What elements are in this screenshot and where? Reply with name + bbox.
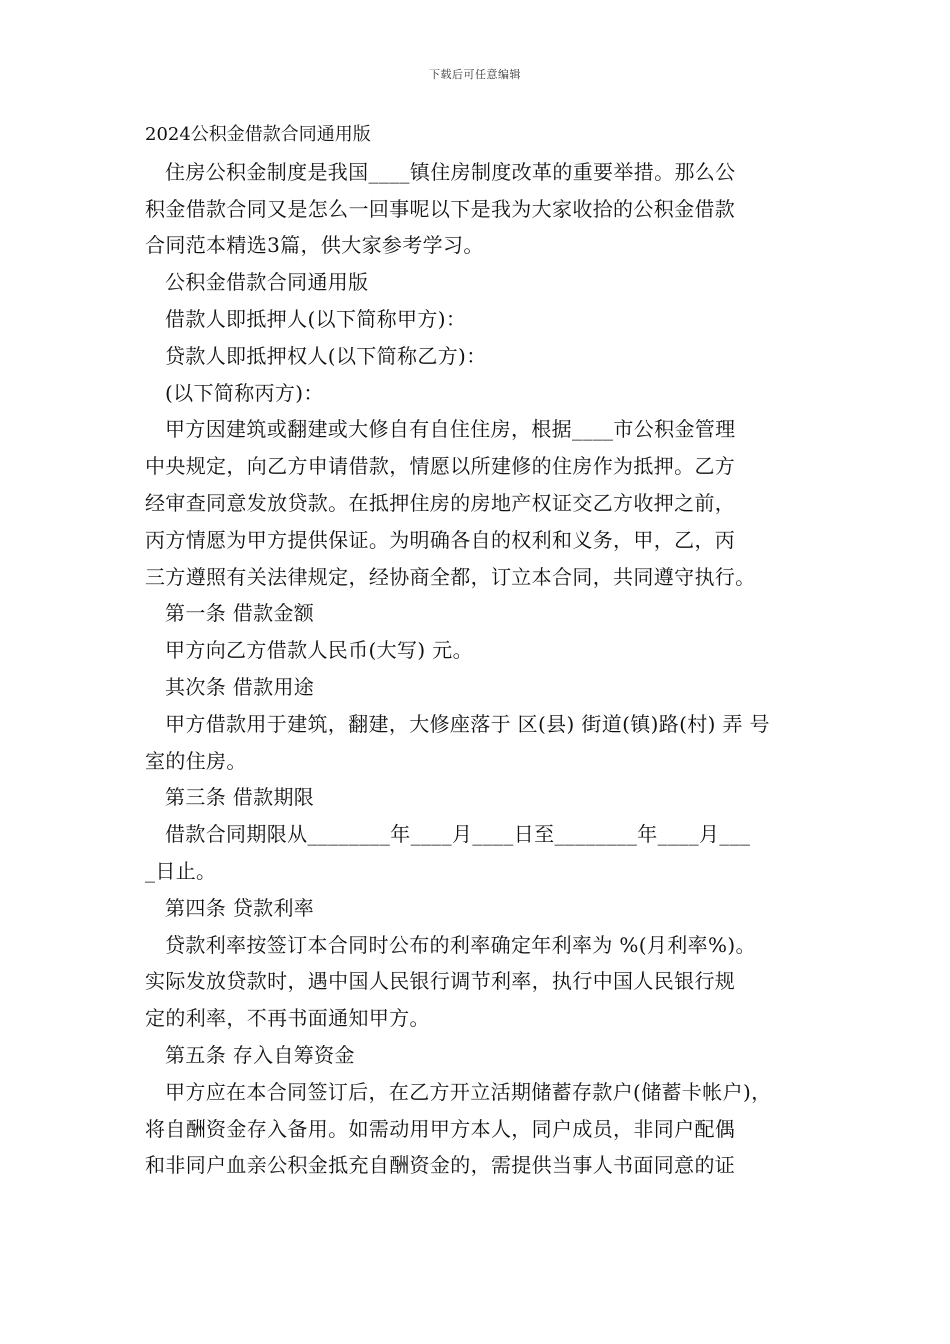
paragraph-line: 丙方情愿为甲方提供保证。为明确各自的权利和义务，甲，乙，丙 <box>145 527 736 552</box>
paragraph-line: 室的住房。 <box>145 748 247 773</box>
article-heading: 第五条 存入自筹资金 <box>165 1042 355 1067</box>
party-line: 贷款人即抵押权人(以下简称乙方)： <box>165 343 487 368</box>
paragraph-line: 合同范本精选3篇，供大家参考学习。 <box>145 233 484 258</box>
paragraph-line: 贷款利率按签订本合同时公布的利率确定年利率为 %(月利率%)。 <box>165 932 756 957</box>
party-line: (以下简称丙方)： <box>165 380 324 405</box>
section-heading: 公积金借款合同通用版 <box>165 270 369 295</box>
paragraph-line: _日止。 <box>145 858 217 883</box>
paragraph-line: 甲方应在本合同签订后，在乙方开立活期储蓄存款户(储蓄卡帐户)， <box>165 1079 772 1104</box>
article-heading: 第四条 贷款利率 <box>165 895 315 920</box>
paragraph-line: 实际发放贷款时，遇中国人民银行调节利率，执行中国人民银行规 <box>145 969 736 994</box>
page-header-note: 下载后可任意编辑 <box>429 68 521 81</box>
paragraph-line: 借款合同期限从________年____月____日至________年____月___ <box>165 822 751 847</box>
paragraph-line: 积金借款合同又是怎么一回事呢以下是我为大家收拾的公积金借款 <box>145 196 736 221</box>
paragraph-line: 甲方向乙方借款人民币(大写) 元。 <box>165 638 473 663</box>
paragraph-line: 甲方借款用于建筑，翻建，大修座落于 区(县) 街道(镇)路(村) 弄 号 <box>165 711 770 736</box>
article-heading: 其次条 借款用途 <box>165 674 315 699</box>
paragraph-line: 三方遵照有关法律规定，经协商全都，订立本合同，共同遵守执行。 <box>145 564 756 589</box>
paragraph-line: 将自酬资金存入备用。如需动用甲方本人，同户成员，非同户配偶 <box>145 1116 736 1141</box>
paragraph-line: 和非同户血亲公积金抵充自酬资金的，需提供当事人书面同意的证 <box>145 1153 736 1178</box>
paragraph-line: 甲方因建筑或翻建或大修自有自住住房，根据____市公积金管理 <box>165 417 736 442</box>
paragraph-line: 住房公积金制度是我国____镇住房制度改革的重要举措。那么公 <box>165 159 736 184</box>
article-heading: 第三条 借款期限 <box>165 785 315 810</box>
paragraph-line: 定的利率，不再书面通知甲方。 <box>145 1006 430 1031</box>
party-line: 借款人即抵押人(以下简称甲方)： <box>165 306 467 331</box>
article-heading: 第一条 借款金额 <box>165 601 315 626</box>
paragraph-line: 经审查同意发放贷款。在抵押住房的房地产权证交乙方收押之前， <box>145 490 736 515</box>
document-title: 2024公积金借款合同通用版 <box>145 124 371 145</box>
document-body <box>145 117 810 1184</box>
paragraph-line: 中央规定，向乙方申请借款，情愿以所建修的住房作为抵押。乙方 <box>145 454 736 479</box>
